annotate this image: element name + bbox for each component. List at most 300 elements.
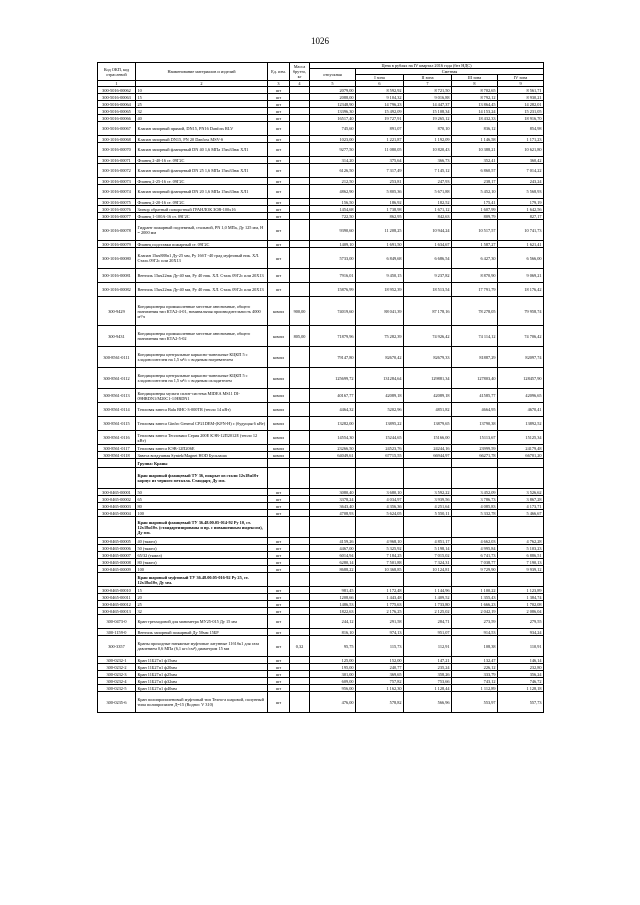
price-cell: 356,24: [498, 671, 544, 678]
item-name: 25: [136, 601, 268, 608]
item-mass: [290, 664, 310, 671]
item-name: 65/32 (тяжел): [136, 552, 268, 559]
item-code: 300-3357: [98, 636, 136, 657]
item-mass: [290, 101, 310, 108]
price-cell: 352,41: [452, 157, 498, 164]
table-row: [98, 538, 544, 545]
item-code: 300-1016-00082: [98, 283, 136, 297]
item-code: 300-0465-00011: [98, 594, 136, 601]
price-cell: 375,64: [356, 157, 404, 164]
item-mass: [290, 489, 310, 496]
subgroup-title-1: Кран шаровый фланцевый ТУ 36, покрыт из стали 12х18н10т корпус из черного металла. Стандарт, Ду мм.: [136, 468, 268, 489]
item-mass: [290, 136, 310, 143]
price-cell: 156,50: [310, 199, 356, 206]
price-cell: 79 958,74: [498, 297, 544, 326]
price-cell: 891,07: [356, 122, 404, 136]
price-cell: 1 607,99: [452, 206, 498, 213]
empty-cell: [268, 573, 290, 587]
table-row: [98, 431, 544, 445]
item-code: 300-9431: [98, 326, 136, 347]
item-code: 300-8561-0117: [98, 445, 136, 452]
item-name: 100: [136, 566, 268, 573]
colnum: 6: [356, 81, 404, 87]
price-cell: 129881,34: [404, 368, 452, 389]
table-row: [98, 636, 544, 657]
price-cell: 13892,52: [498, 417, 544, 431]
price-cell: 24179,48: [498, 445, 544, 452]
item-name: Клапан запорный прямой, DN15, PN16 Danfoss RLV: [136, 122, 268, 136]
item-code: 300-0465-00002: [98, 496, 136, 503]
subgroup-title-3: Кран шаровый муфтовый ТУ 36.48.00.05-016-92 Ру 25, ст. 12х18н10т, Ду мм.: [136, 573, 268, 587]
price-cell: 11 208,25: [356, 220, 404, 241]
item-unit: шт: [268, 283, 290, 297]
price-cell: 279,55: [498, 615, 544, 629]
price-cell: 4 662,03: [452, 538, 498, 545]
price-cell: 95,75: [310, 636, 356, 657]
item-unit: компл: [268, 445, 290, 452]
price-cell: 1 384,74: [498, 594, 544, 601]
item-code: 300-8561-0114: [98, 403, 136, 417]
item-mass: [290, 587, 310, 594]
price-cell: 4 851,17: [404, 538, 452, 545]
price-cell: 179,19: [498, 199, 544, 206]
table-row: [98, 136, 544, 143]
item-mass: [290, 220, 310, 241]
item-code: 300-0465-00013: [98, 608, 136, 615]
item-name: Клапан запорный фланцевый DN 20 1,6 МПа 15кч33нж ХЛ1: [136, 185, 268, 199]
item-unit: компл: [268, 368, 290, 389]
empty-cell: [498, 459, 544, 468]
price-cell: 14554,30: [310, 431, 356, 445]
price-cell: 3378,24: [310, 496, 356, 503]
item-unit: шт: [268, 685, 290, 692]
item-mass: [290, 552, 310, 559]
price-cell: 13895,22: [356, 417, 404, 431]
item-unit: шт: [268, 94, 290, 101]
header-zone-3: III зона: [452, 75, 498, 81]
price-cell: 5202,96: [356, 403, 404, 417]
price-cell: 212,50: [310, 178, 356, 185]
colnum: 9: [498, 81, 544, 87]
price-cell: 15166,00: [404, 431, 452, 445]
price-cell: 4464,32: [310, 403, 356, 417]
price-cell: 914,53: [452, 629, 498, 636]
price-cell: 4467,00: [310, 545, 356, 552]
item-name: Тепловая завеса Ginfro General CP21DEM-(KFN-Н) с (будущая 6 кВт): [136, 417, 268, 431]
item-name: Кондиционеры промышленные местные автономные, общего назначения тип КТА2-4-01, номинальная производительность 4000 м³/ч: [136, 297, 268, 326]
table-row: [98, 629, 544, 636]
price-cell: 5 550,11: [404, 510, 452, 517]
price-cell: 238,17: [452, 178, 498, 185]
price-cell: 1 162,30: [356, 685, 404, 692]
price-cell: 827,17: [498, 213, 544, 220]
item-code: 300-0232-3: [98, 671, 136, 678]
item-code: 300-0465-00009: [98, 566, 136, 573]
item-code: 300-0465-00010: [98, 587, 136, 594]
item-unit: шт: [268, 101, 290, 108]
price-cell: 4 034,97: [356, 496, 404, 503]
item-name: 50 (тяжел): [136, 545, 268, 552]
item-code: 300-5016-00064: [98, 101, 136, 108]
table-row: [98, 678, 544, 685]
price-cell: 3 939,56: [404, 496, 452, 503]
price-cell: 578,82: [356, 692, 404, 713]
item-unit: шт: [268, 664, 290, 671]
empty-cell: [98, 459, 136, 468]
price-cell: 934,24: [498, 629, 544, 636]
item-unit: шт: [268, 178, 290, 185]
item-mass: [290, 417, 310, 431]
price-table-sheet: [97, 62, 543, 713]
price-cell: 10 124,81: [404, 566, 452, 573]
item-code: 300-0232-4: [98, 678, 136, 685]
item-name: Кран полипропиленовый муфтовый тип Техно-а шаровой, полунный типа полипропилен Д=15 (Rоднос V 310): [136, 692, 268, 713]
price-cell: 4 762,28: [498, 538, 544, 545]
item-name: 40 (тяжел): [136, 538, 268, 545]
price-cell: 816,10: [310, 629, 356, 636]
item-mass: [290, 685, 310, 692]
price-cell: 71879,96: [310, 326, 356, 347]
item-name: 10: [136, 87, 268, 94]
price-cell: 1 128,18: [498, 685, 544, 692]
price-cell: 3 867,28: [498, 496, 544, 503]
item-mass: [290, 206, 310, 213]
item-code: 300-1016-00070: [98, 143, 136, 157]
item-mass: [290, 692, 310, 713]
price-cell: 5733,00: [310, 248, 356, 269]
price-cell: 3 786,73: [452, 496, 498, 503]
empty-cell: [452, 517, 498, 538]
price-cell: 4 085,83: [452, 503, 498, 510]
price-cell: 1 702,08: [498, 601, 544, 608]
item-unit: компл: [268, 389, 290, 403]
item-unit: шт: [268, 538, 290, 545]
item-unit: шт: [268, 489, 290, 496]
empty-cell: [310, 517, 356, 538]
table-row: [98, 241, 544, 248]
price-cell: 333,79: [452, 671, 498, 678]
price-cell: 5 452,10: [452, 185, 498, 199]
price-cell: 79147,80: [310, 347, 356, 368]
price-cell: 16517,40: [310, 115, 356, 122]
item-name: Кран 11Б27п1 ф40мм: [136, 685, 268, 692]
price-cell: 18 952,39: [356, 283, 404, 297]
item-code: 300-0235-6: [98, 692, 136, 713]
table-row: [98, 108, 544, 115]
price-cell: 1 146,58: [452, 136, 498, 143]
price-cell: 67715,55: [356, 452, 404, 459]
price-cell: 18 432,33: [452, 115, 498, 122]
item-code: 300-0465-00007: [98, 552, 136, 559]
price-cell: 18 916,70: [498, 115, 544, 122]
price-cell: 722,50: [310, 213, 356, 220]
item-unit: шт: [268, 608, 290, 615]
price-cell: 5 624,05: [356, 510, 404, 517]
price-cell: 13282,00: [310, 417, 356, 431]
item-code: 300-5016-00067: [98, 122, 136, 136]
price-cell: 235,24: [404, 664, 452, 671]
price-cell: 3 680,10: [356, 489, 404, 496]
price-cell: 18 176,42: [498, 283, 544, 297]
empty-cell: [290, 459, 310, 468]
item-mass: [290, 283, 310, 297]
item-name: Кран трехходовой для манометра МУ25-015 Ду 15 мм: [136, 615, 268, 629]
empty-cell: [356, 573, 404, 587]
item-mass: [290, 143, 310, 157]
price-cell: 128457,90: [498, 368, 544, 389]
price-cell: 7 190,13: [498, 559, 544, 566]
price-cell: 301,00: [310, 671, 356, 678]
price-cell: 358,26: [404, 671, 452, 678]
item-mass: [290, 185, 310, 199]
item-name: Кондиционеры центральные каркасно-панельные КЦКП 5 с хладоносителем на 1,5 м³/с с водяным охладителем: [136, 368, 268, 389]
item-mass: [290, 496, 310, 503]
price-cell: 981,45: [310, 587, 356, 594]
table-row: [98, 206, 544, 213]
item-mass: [290, 178, 310, 185]
item-unit: шт: [268, 671, 290, 678]
group-title-row: [98, 459, 544, 468]
price-cell: 3 526,62: [498, 489, 544, 496]
colnum: 2: [136, 81, 268, 87]
item-name: Клапан запорный DN15, PN 20 Danfoss MSV-S: [136, 136, 268, 143]
price-cell: 836,12: [452, 122, 498, 136]
item-code: 300-8561-0118: [98, 452, 136, 459]
price-cell: 1 671,12: [404, 206, 452, 213]
price-cell: 240,77: [356, 664, 404, 671]
header-mass: Масса брутто, кг: [290, 63, 310, 81]
price-cell: 6 741,73: [452, 552, 498, 559]
item-unit: шт: [268, 545, 290, 552]
price-cell: 1 621,41: [498, 241, 544, 248]
price-cell: 1454,68: [310, 206, 356, 213]
item-code: 300-1016-00081: [98, 269, 136, 283]
item-name: Кран 11Б27п1 ф20мм: [136, 664, 268, 671]
price-cell: 8 870,90: [452, 269, 498, 283]
item-mass: 900,00: [290, 297, 310, 326]
page-number: 1026: [311, 36, 329, 46]
price-cell: 7 317,49: [356, 164, 404, 178]
item-mass: [290, 199, 310, 206]
price-cell: 75 282,39: [356, 326, 404, 347]
item-unit: шт: [268, 136, 290, 143]
item-mass: [290, 445, 310, 452]
price-cell: 5 198,14: [404, 545, 452, 552]
item-unit: шт: [268, 552, 290, 559]
item-name: Кондиционеры мульти сплит-система MIDEA MS11 DI-09HRDN1/M20C1-1/HRDN1: [136, 389, 268, 403]
item-code: 300-5016-00063: [98, 94, 136, 101]
empty-cell: [356, 459, 404, 468]
header-wholesale: отпускная: [310, 69, 356, 81]
price-cell: 12348,90: [310, 101, 356, 108]
price-cell: 14 796,23: [356, 101, 404, 108]
price-cell: 1486,53: [310, 601, 356, 608]
item-unit: шт: [268, 510, 290, 517]
price-cell: 4 173,71: [498, 503, 544, 510]
item-name: Завеса воздушная Syntek/Magnet HOD Бусклаша: [136, 452, 268, 459]
price-cell: 3643,40: [310, 503, 356, 510]
item-mass: [290, 503, 310, 510]
price-cell: 6 566,00: [498, 248, 544, 269]
table-row: [98, 594, 544, 601]
price-cell: 78 278,05: [452, 297, 498, 326]
price-cell: 5 805,36: [356, 185, 404, 199]
item-mass: [290, 431, 310, 445]
empty-cell: [452, 468, 498, 489]
price-cell: 2 042,19: [452, 608, 498, 615]
item-name: 80 (тяжел): [136, 559, 268, 566]
table-row: [98, 143, 544, 157]
price-cell: 13 864,45: [452, 101, 498, 108]
price-cell: 13879,65: [404, 417, 452, 431]
price-cell: 147,21: [404, 657, 452, 664]
item-code: 300-1159-0: [98, 629, 136, 636]
item-code: 300-8561-0115: [98, 417, 136, 431]
table-row: [98, 692, 544, 713]
price-cell: 1 123,89: [498, 587, 544, 594]
item-code: 300-1016-00079: [98, 241, 136, 248]
colnum: 1: [98, 81, 136, 87]
table-row: [98, 403, 544, 417]
price-cell: 112,91: [404, 636, 452, 657]
price-cell: 87 178,16: [404, 297, 452, 326]
item-unit: шт: [268, 269, 290, 283]
item-unit: шт: [268, 496, 290, 503]
item-name: Кондиционеры центральные каркасно-панельные КЦКП 5 с хладоносителем на 1,5 м³/с с водяным нагревателем: [136, 347, 268, 368]
price-cell: 5 466,67: [498, 510, 544, 517]
item-unit: шт: [268, 629, 290, 636]
price-cell: 108,38: [452, 636, 498, 657]
table-row: [98, 87, 544, 94]
empty-cell: [356, 468, 404, 489]
empty-cell: [290, 517, 310, 538]
table-row: [98, 489, 544, 496]
price-cell: 2 176,25: [356, 608, 404, 615]
price-cell: 15113,67: [452, 431, 498, 445]
item-unit: шт: [268, 657, 290, 664]
item-unit: шт: [268, 108, 290, 115]
price-cell: 15 492,09: [356, 108, 404, 115]
price-cell: 1 634,67: [404, 241, 452, 248]
price-cell: 74 926,42: [404, 326, 452, 347]
item-code: 300-1016-00072: [98, 164, 136, 178]
empty-cell: [498, 517, 544, 538]
price-cell: 743,12: [452, 678, 498, 685]
item-name: 50: [136, 489, 268, 496]
empty-cell: [98, 468, 136, 489]
price-cell: 74 706,42: [498, 326, 544, 347]
price-cell: 23266,50: [310, 445, 356, 452]
price-cell: 15 231,05: [498, 108, 544, 115]
header-estimate: Сметная: [356, 69, 544, 75]
item-code: 300-0232-2: [98, 664, 136, 671]
price-cell: 566,96: [404, 692, 452, 713]
price-cell: 1208,66: [310, 594, 356, 601]
item-unit: шт: [268, 566, 290, 573]
price-cell: 19 265,12: [404, 115, 452, 122]
item-code: 300-8561-0116: [98, 431, 136, 445]
item-code: 300-1016-00075: [98, 199, 136, 206]
price-cell: 127803,40: [452, 368, 498, 389]
table-row: [98, 115, 544, 122]
price-cell: 13790,38: [452, 417, 498, 431]
table-row: [98, 347, 544, 368]
price-cell: 182,52: [404, 199, 452, 206]
item-name: 80: [136, 503, 268, 510]
price-cell: 3080,40: [310, 489, 356, 496]
price-cell: 42089,18: [356, 389, 404, 403]
item-mass: [290, 608, 310, 615]
price-cell: 862,95: [356, 213, 404, 220]
price-cell: 8 721,50: [404, 87, 452, 94]
price-cell: 74019,60: [310, 297, 356, 326]
price-cell: 186,92: [356, 199, 404, 206]
price-cell: 15125,34: [498, 431, 544, 445]
item-unit: компл: [268, 347, 290, 368]
price-cell: 146,14: [498, 657, 544, 664]
price-cell: 6126,50: [310, 164, 356, 178]
empty-cell: [310, 573, 356, 587]
table-row: [98, 671, 544, 678]
item-code: 300-5016-00062: [98, 87, 136, 94]
price-cell: 66701,20: [498, 452, 544, 459]
item-mass: [290, 368, 310, 389]
price-cell: 10 517,57: [452, 220, 498, 241]
price-cell: 131284,64: [356, 368, 404, 389]
price-cell: 253,81: [356, 178, 404, 185]
empty-cell: [98, 573, 136, 587]
item-name: Фланец 2-40-16 ст. 09Г2С: [136, 157, 268, 164]
table-row: [98, 283, 544, 297]
price-cell: 1409,10: [310, 241, 356, 248]
item-mass: [290, 671, 310, 678]
item-mass: [290, 657, 310, 664]
table-row: [98, 368, 544, 389]
price-cell: 360,42: [498, 157, 544, 164]
price-cell: 9 939,12: [498, 566, 544, 573]
item-name: Вентиль запорный пожарный Ду 50мм 15БР: [136, 629, 268, 636]
item-name: Фланец 2-25-16 ст. 09Г2С: [136, 178, 268, 185]
price-cell: 2088,00: [310, 94, 356, 101]
item-code: 300-0232-5: [98, 685, 136, 692]
price-cell: 66944,97: [404, 452, 452, 459]
price-cell: 557,73: [498, 692, 544, 713]
price-cell: 17 791,79: [452, 283, 498, 297]
price-cell: 746,72: [498, 678, 544, 685]
price-cell: 9 237,82: [404, 269, 452, 283]
item-unit: шт: [268, 213, 290, 220]
price-cell: 5 325,92: [356, 545, 404, 552]
price-cell: 4670,41: [498, 403, 544, 417]
price-cell: 15 108,34: [404, 108, 452, 115]
table-row: [98, 199, 544, 206]
price-cell: 757,82: [356, 678, 404, 685]
item-code: 300-1016-00071: [98, 157, 136, 164]
subgroup-title-2: Кран шаровый фланцевый ТУ 36.48.00.05-014-92 Ру 10, ст. 12х18н10т. (стандартизированы и пр. с повышенным индексом), Ду мм.: [136, 517, 268, 538]
item-unit: шт: [268, 220, 290, 241]
price-cell: 1822,63: [310, 608, 356, 615]
price-cell: 809,79: [452, 213, 498, 220]
price-cell: 9390,60: [310, 220, 356, 241]
price-cell: 1 221,87: [356, 136, 404, 143]
price-cell: 125699,72: [310, 368, 356, 389]
colnum: 3: [268, 81, 290, 87]
price-cell: 14 153,24: [452, 108, 498, 115]
price-cell: 3 592,22: [404, 489, 452, 496]
table-row: [98, 164, 544, 178]
price-cell: 232,80: [498, 664, 544, 671]
empty-cell: [498, 573, 544, 587]
